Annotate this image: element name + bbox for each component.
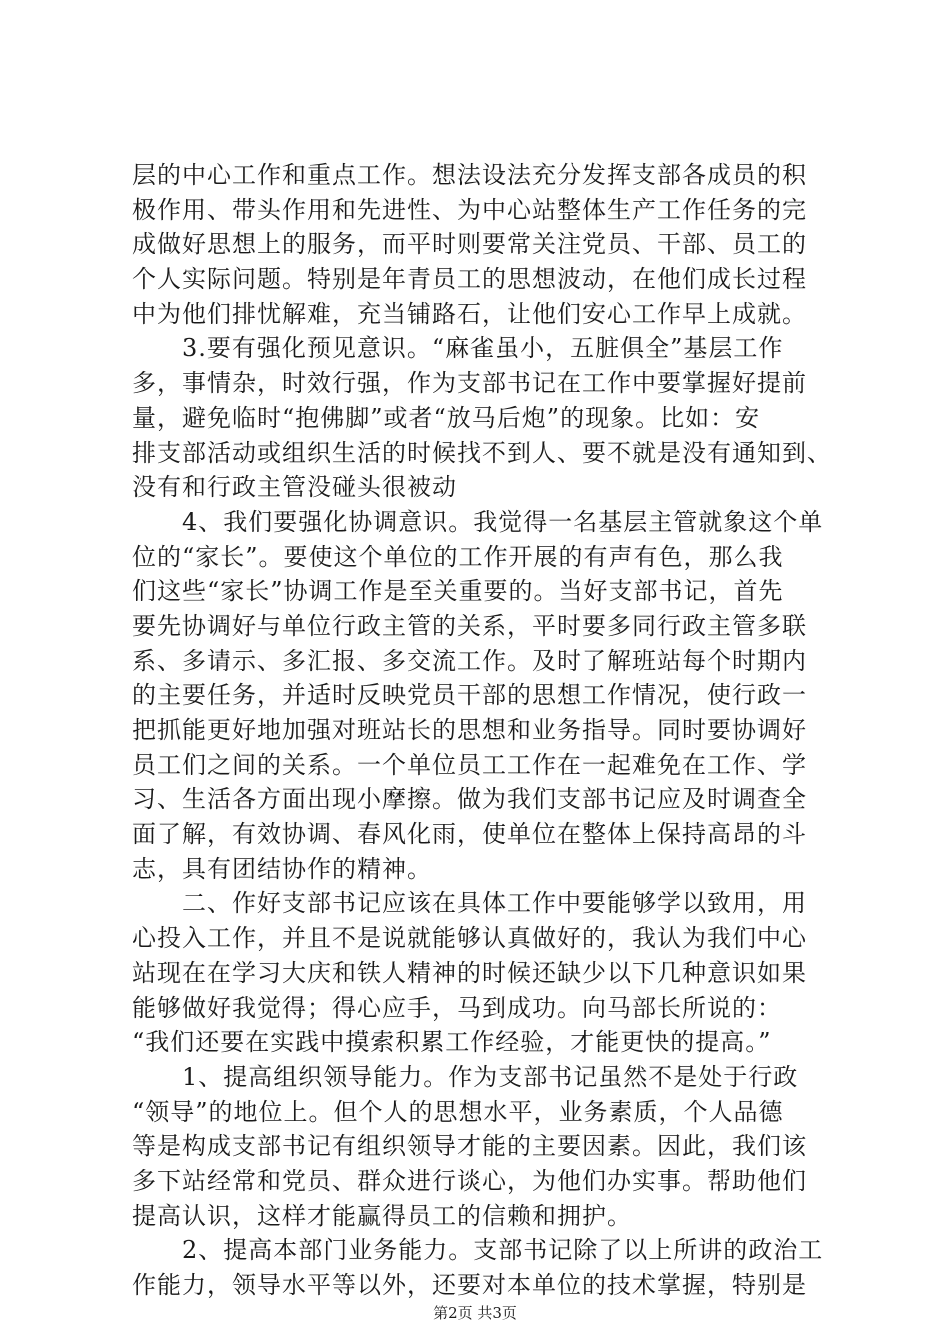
text-line: 习、生活各方面出现小摩擦。做为我们支部书记应及时调查全 (132, 785, 807, 814)
text-line: 员工们之间的关系。一个单位员工工作在一起难免在工作、学 (132, 750, 807, 779)
text-line: 志，具有团结协作的精神。 (132, 854, 432, 883)
text-line: 作能力，领导水平等以外，还要对本单位的技术掌握，特别是 (132, 1271, 807, 1299)
text-line: 心投入工作，并且不是说就能够认真做好的，我认为我们中心 (132, 924, 807, 953)
text-line: 4、我们要强化协调意识。我觉得一名基层主管就象这个单 (132, 507, 824, 536)
text-line: 的主要任务，并适时反映党员干部的思想工作情况，使行政一 (132, 681, 807, 710)
text-line: 要先协调好与单位行政主管的关系，平时要多同行政主管多联 (132, 611, 807, 640)
text-line: 中为他们排忧解难，充当铺路石，让他们安心工作早上成就。 (132, 299, 807, 328)
text-line: 多下站经常和党员、群众进行谈心，为他们办实事。帮助他们 (132, 1166, 807, 1195)
text-line: 2、提高本部门业务能力。支部书记除了以上所讲的政治工 (132, 1236, 824, 1265)
text-line: 层的中心工作和重点工作。想法设法充分发挥支部各成员的积 (132, 161, 807, 189)
text-line: 多，事情杂，时效行强，作为支部书记在工作中要掌握好提前 (132, 369, 807, 398)
text-line: 量，避免临时“抱佛脚”或者“放马后炮”的现象。比如：安 (132, 403, 761, 432)
text-line: 位的“家长”。要使这个单位的工作开展的有声有色，那么我 (132, 542, 784, 571)
text-line: 成做好思想上的服务，而平时则要常关注党员、干部、员工的 (132, 230, 807, 259)
text-line: “我们还要在实践中摸索积累工作经验，才能更快的提高。” (132, 1028, 772, 1057)
text-line: 能够做好我觉得；得心应手，马到成功。向马部长所说的： (132, 993, 782, 1022)
text-line: 排支部活动或组织生活的时候找不到人、要不就是没有通知到、 (132, 438, 832, 467)
text-line: 系、多请示、多汇报、多交流工作。及时了解班站每个时期内 (132, 646, 807, 675)
text-line: 站现在在学习大庆和铁人精神的时候还缺少以下几种意识如果 (132, 958, 807, 987)
text-line: 们这些“家长”协调工作是至关重要的。当好支部书记，首先 (132, 577, 784, 606)
text-line: “领导”的地位上。但个人的思想水平，业务素质，个人品德 (132, 1097, 784, 1126)
text-line: 1、提高组织领导能力。作为支部书记虽然不是处于行政 (132, 1062, 799, 1091)
page-number-footer: 第2页 共3页 (433, 1304, 517, 1322)
text-line: 个人实际问题。特别是年青员工的思想波动，在他们成长过程 (132, 265, 807, 294)
text-line: 极作用、带头作用和先进性、为中心站整体生产工作任务的完 (132, 195, 807, 224)
document-body (132, 158, 832, 1303)
text-line: 等是构成支部书记有组织领导才能的主要因素。因此，我们该 (132, 1132, 807, 1161)
text-line: 提高认识，这样才能赢得员工的信赖和拥护。 (132, 1201, 632, 1230)
text-line: 把抓能更好地加强对班站长的思想和业务指导。同时要协调好 (132, 716, 807, 744)
text-line: 没有和行政主管没碰头很被动 (132, 473, 457, 502)
text-line: 3.要有强化预见意识。“麻雀虽小，五脏俱全”基层工作 (132, 334, 784, 363)
text-line: 面了解，有效协调、春风化雨，使单位在整体上保持高昂的斗 (132, 820, 807, 849)
text-line: 二、作好支部书记应该在具体工作中要能够学以致用，用 (132, 889, 807, 918)
